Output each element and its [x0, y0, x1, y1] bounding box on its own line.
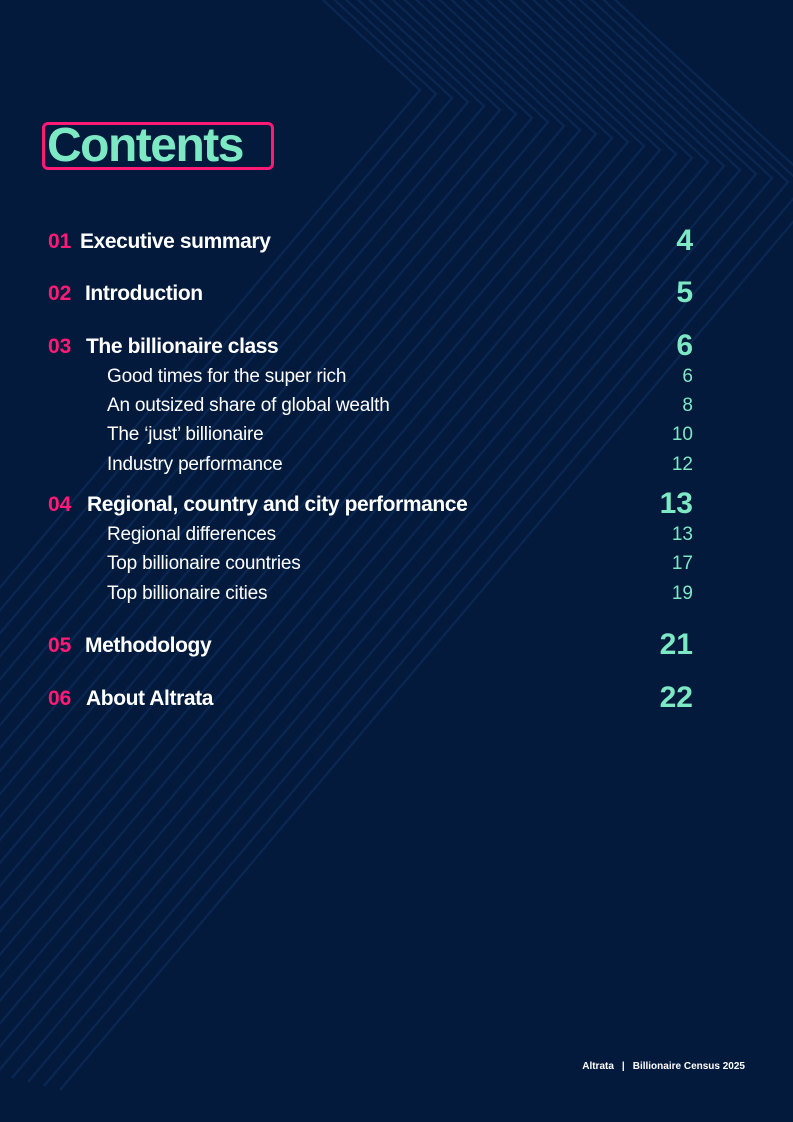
section-page-number: 21 — [659, 628, 693, 661]
toc-section-methodology[interactable] — [48, 630, 693, 664]
subsection-page-number: 13 — [671, 524, 693, 545]
toc-subsection[interactable] — [107, 395, 693, 421]
toc-subsection[interactable] — [107, 553, 693, 579]
section-title: Regional, country and city performance — [87, 493, 468, 516]
subsection-page-number: 6 — [682, 366, 693, 387]
section-number: 02 — [48, 282, 72, 305]
section-number: 01 — [48, 230, 72, 253]
footer-publication: Billionaire Census 2025 — [632, 1061, 745, 1072]
subsection-title: The ‘just’ billionaire — [107, 424, 264, 445]
toc-subsection[interactable] — [107, 424, 693, 450]
subsection-title: Good times for the super rich — [107, 366, 347, 387]
footer-brand: Altrata — [582, 1061, 614, 1072]
subsection-page-number: 12 — [671, 454, 693, 475]
section-number: 05 — [48, 634, 72, 657]
subsection-title: Industry performance — [107, 454, 283, 475]
toc-subsection[interactable] — [107, 454, 693, 480]
subsection-page-number: 17 — [671, 553, 693, 574]
toc-subsection[interactable] — [107, 583, 693, 609]
subsection-title: Top billionaire countries — [107, 553, 301, 574]
toc-subsection[interactable] — [107, 366, 693, 392]
toc-section-about-altrata[interactable] — [48, 683, 693, 717]
section-title: About Altrata — [86, 687, 214, 710]
footer-separator: | — [621, 1061, 625, 1072]
section-page-number: 6 — [676, 329, 693, 362]
toc-section-introduction[interactable] — [48, 278, 693, 312]
subsection-page-number: 10 — [671, 424, 693, 445]
page-title: Contents — [47, 119, 243, 172]
section-title: Introduction — [85, 282, 203, 305]
subsection-page-number: 8 — [682, 395, 693, 416]
section-page-number: 4 — [676, 224, 693, 257]
toc-section-executive-summary[interactable] — [48, 226, 693, 260]
section-title: Methodology — [85, 634, 212, 657]
section-title: Executive summary — [80, 230, 271, 253]
section-number: 03 — [48, 335, 72, 358]
toc-section-regional-performance[interactable] — [48, 489, 693, 523]
section-number: 04 — [48, 493, 72, 516]
section-number: 06 — [48, 687, 72, 710]
toc-subsection[interactable] — [107, 524, 693, 550]
toc-section-billionaire-class[interactable] — [48, 331, 693, 365]
subsection-title: Top billionaire cities — [107, 583, 268, 604]
section-title: The billionaire class — [86, 335, 279, 358]
subsection-title: Regional differences — [107, 524, 276, 545]
section-page-number: 22 — [659, 681, 693, 714]
subsection-page-number: 19 — [671, 583, 693, 604]
page-footer — [582, 1061, 745, 1072]
subsection-title: An outsized share of global wealth — [107, 395, 390, 416]
section-page-number: 13 — [659, 487, 693, 520]
section-page-number: 5 — [676, 276, 693, 309]
